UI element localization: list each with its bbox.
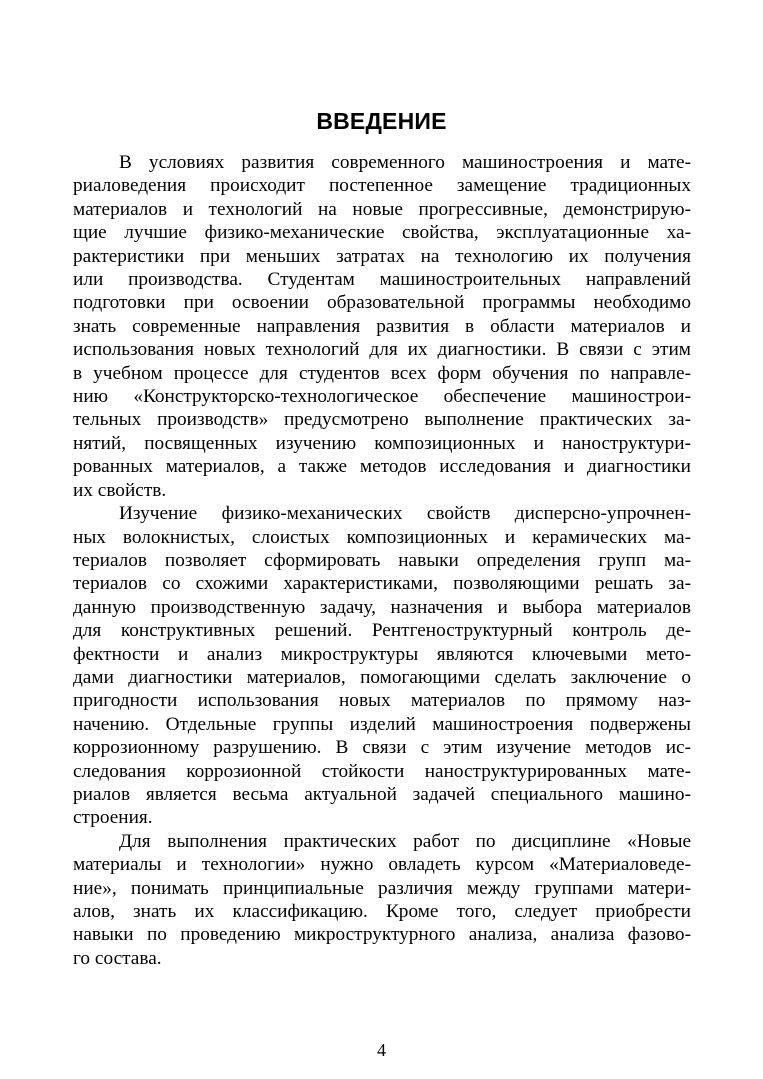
text-line: ных волокнистых, слоистых композиционных и керамических ма- <box>73 526 691 548</box>
text-line: рованных материалов, а также методов исследования и диагностики <box>73 456 691 478</box>
text-line: риалов является весьма актуальной задачей специального машино- <box>73 783 691 805</box>
text-line: риаловедения происходит постепенное замещение традиционных <box>73 175 691 197</box>
text-line: териалов позволяет сформировать навыки определения групп ма- <box>73 549 691 571</box>
paragraph-3 <box>73 830 691 970</box>
text-line: В условиях развития современного машиностроения и мате- <box>119 152 691 173</box>
text-line: нию «Конструкторско-технологическое обеспечение машинострои- <box>73 386 691 408</box>
text-line: следования коррозионной стойкости наноструктурированных мате- <box>73 760 691 782</box>
text-line: материалы и технологии» нужно овладеть курсом «Материаловеде- <box>73 854 691 876</box>
text-line: алов, знать их классификацию. Кроме того, следует приобрести <box>73 901 691 922</box>
paragraph-2 <box>73 502 691 830</box>
text-line: Для выполнения практических работ по дисциплине «Новые <box>119 830 691 852</box>
page-number: 4 <box>377 1040 386 1060</box>
text-line: го состава. <box>73 947 162 969</box>
text-line: тельных производств» предусмотрено выполнение практических за- <box>73 409 691 431</box>
text-line: рактеристики при меньших затратах на технологию их получения <box>73 245 691 267</box>
text-line: в учебном процессе для студентов всех форм обучения по направле- <box>73 362 691 384</box>
text-line: строения. <box>73 807 153 829</box>
text-line: щие лучшие физико-механические свойства, эксплуатационные ха- <box>73 222 691 244</box>
page-title: ВВЕДЕНИЕ <box>316 108 447 134</box>
text-line: знать современные направления развития в области материалов и <box>73 315 691 337</box>
text-line: дами диагностики материалов, помогающими сделать заключение о <box>73 666 691 688</box>
text-line: Изучение физико-механических свойств дисперсно-упрочнен- <box>119 503 691 525</box>
text-line: фектности и анализ микроструктуры являются ключевыми мето- <box>73 643 691 665</box>
text-line: ние», понимать принципиальные различия между группами матери- <box>73 877 691 899</box>
text-line: подготовки при освоении образовательной программы необходимо <box>73 292 691 314</box>
text-line: или производства. Студентам машиностроительных направлений <box>73 269 691 291</box>
text-line: начению. Отдельные группы изделий машиностроения подвержены <box>73 713 691 735</box>
text-line: коррозионному разрушению. В связи с этим изучение методов ис- <box>73 737 691 759</box>
text-line: навыки по проведению микроструктурного анализа, анализа фазово- <box>73 924 691 946</box>
text-line: нятий, посвященных изучению композиционных и наноструктури- <box>73 432 691 454</box>
paragraph-1 <box>73 151 691 502</box>
text-line: для конструктивных решений. Рентгеноструктурный контроль де- <box>73 620 691 642</box>
text-line: их свойств. <box>73 479 167 501</box>
text-line: данную производственную задачу, назначения и выбора материалов <box>73 596 691 618</box>
text-line: териалов со схожими характеристиками, позволяющими решать за- <box>73 573 691 595</box>
body-text <box>73 151 691 970</box>
text-line: пригодности использования новых материалов по прямому наз- <box>73 690 691 712</box>
text-line: использования новых технологий для их диагностики. В связи с этим <box>73 339 691 361</box>
text-line: материалов и технологий на новые прогрессивные, демонстрирую- <box>73 198 691 220</box>
